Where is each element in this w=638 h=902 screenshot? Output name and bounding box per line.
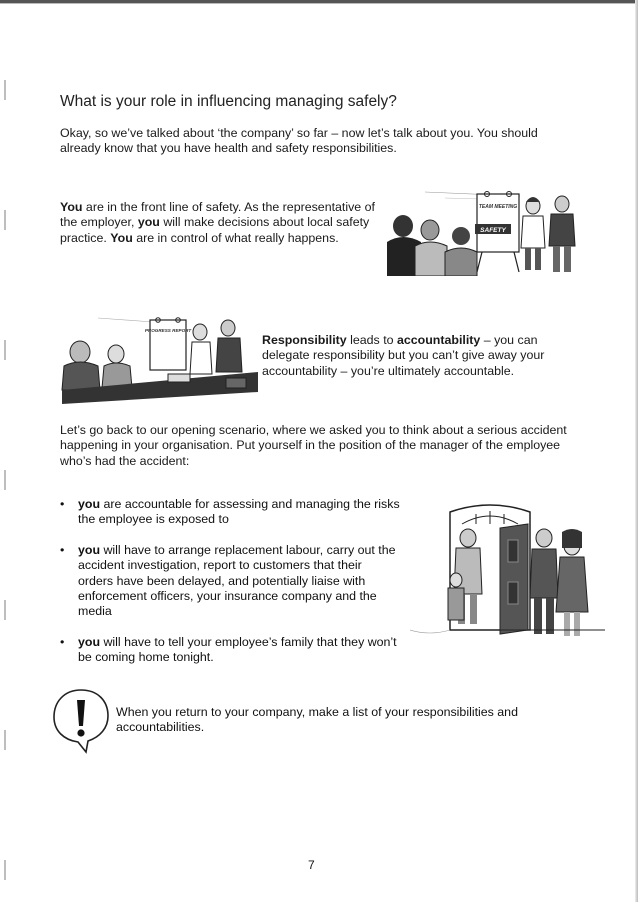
list-item <box>60 543 400 620</box>
scan-margin-marks <box>4 20 6 880</box>
list-item-text: are accountable for assessing and managing the risks the employee is exposed to <box>78 497 400 527</box>
page-heading: What is your role in influencing managing safely? <box>60 93 397 110</box>
page-number: 7 <box>308 858 315 872</box>
scenario-paragraph: Let’s go back to our opening scenario, where we asked you to think about a serious accident happening in your organisation. Put yourself in the position of the manager of the employee who’s had the accident: <box>60 423 567 468</box>
callout-text: When you return to your company, make a list of your responsibilities and accountabilities. <box>116 705 518 735</box>
exclamation-speech-icon <box>50 686 112 756</box>
flipchart-label-progress: PROGRESS REPORT <box>144 328 192 333</box>
list-item-text: will have to arrange replacement labour, carry out the accident investigation, report to customers that their orders have been delayed, and potentially liaise with enforcement officers, your insurance company and the media <box>78 542 396 619</box>
progress-report-illustration <box>58 312 258 404</box>
emphasis-you: you <box>137 215 160 230</box>
responsibility-text-1: leads to <box>346 333 397 347</box>
responsibility-text-2: – you can delegate responsibility but you can’t give away your accountability – you’re ultimately accountable. <box>262 333 545 378</box>
front-line-paragraph <box>60 200 380 246</box>
emphasis-accountability: accountability <box>396 333 481 347</box>
flipchart-label-team: TEAM MEETING <box>478 204 518 210</box>
front-line-text-1: are in the front line of safety. As the representative of the employer, <box>60 200 375 230</box>
emphasis-you: you <box>78 497 101 511</box>
emphasis-responsibility: Responsibility <box>262 333 347 347</box>
emphasis-you: You <box>60 200 83 214</box>
emphasis-you: You <box>110 230 133 245</box>
front-line-text-3: are in control of what really happens. <box>132 230 339 245</box>
list-item <box>60 497 400 528</box>
list-item <box>60 635 400 666</box>
family-at-door-illustration <box>410 502 610 652</box>
team-meeting-illustration <box>385 186 590 276</box>
intro-paragraph: Okay, so we’ve talked about ‘the company’ so far – now let’s talk about you. You should already know that you have health and safety responsibilities. <box>60 126 538 156</box>
list-item-text: will have to tell your employee’s family that they won’t be coming home tonight. <box>78 634 397 665</box>
emphasis-you: you <box>78 542 101 557</box>
scan-border-top-line <box>0 3 638 4</box>
banner-label-safety: SAFETY <box>480 227 506 234</box>
front-line-text-2: will make decisions about local safety practice. <box>60 215 370 245</box>
accountability-list <box>60 497 400 681</box>
responsibility-paragraph <box>262 333 582 379</box>
emphasis-you: you <box>78 634 101 649</box>
